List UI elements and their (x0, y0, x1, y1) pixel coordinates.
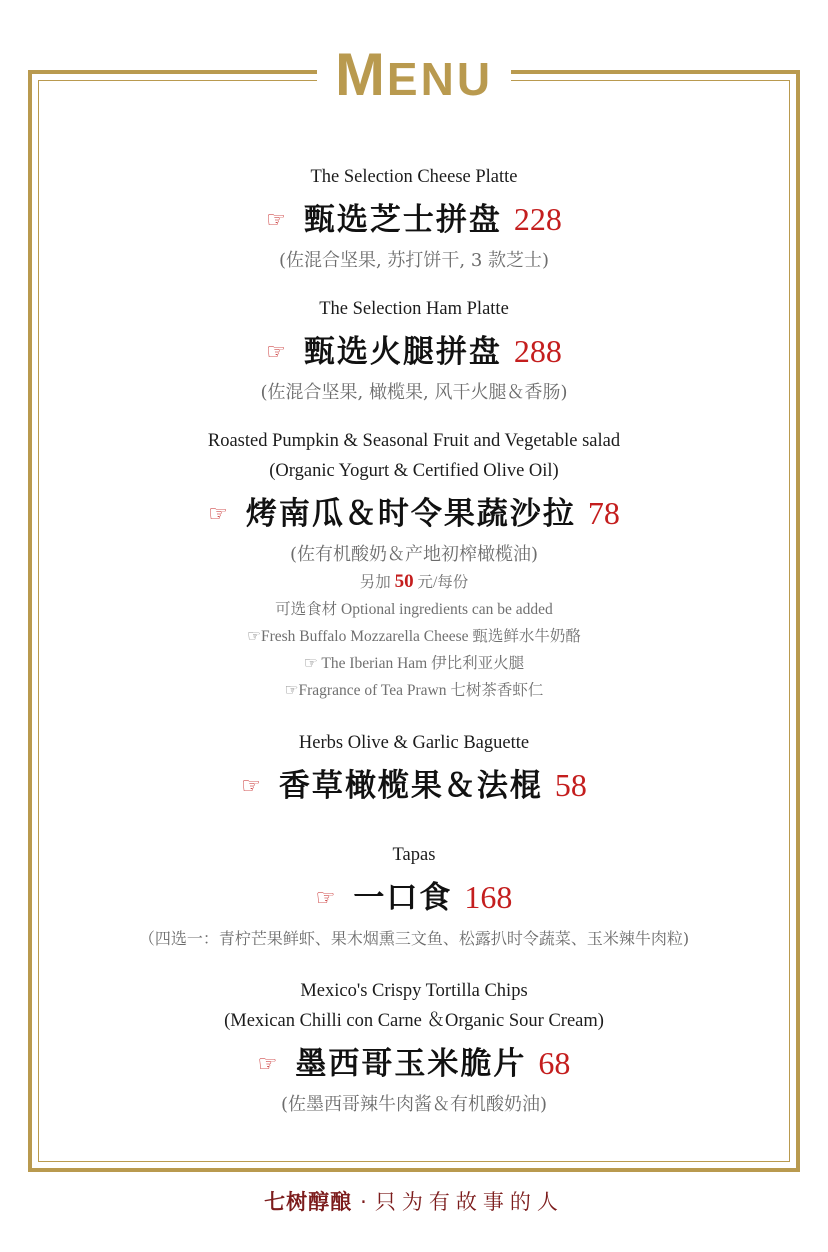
item-english-name: Tapas (392, 845, 436, 865)
item-description: (佐混合坚果, 橄榄果, 风干火腿＆香肠) (260, 382, 568, 403)
addon-price-line (44, 568, 784, 596)
item-english-name: The Selection Cheese Platte (310, 167, 518, 187)
item-english-name: Mexico's Crispy Tortilla Chips (300, 981, 528, 1001)
menu-content (44, 162, 784, 1118)
pointing-hand-icon: ☞ (257, 1052, 278, 1077)
addon-prefix: 另加 (359, 574, 391, 591)
menu-title (0, 41, 828, 122)
footer-brand: 七树醇酿 (264, 1190, 353, 1214)
optional-ingredients-title: 可选食材 Optional ingredients can be added (275, 601, 553, 618)
dish-line (44, 762, 784, 814)
item-chinese-name: 甄选芝士拼盘 (303, 202, 502, 238)
item-price: 288 (513, 333, 562, 369)
item-price: 228 (513, 201, 562, 237)
pointing-hand-icon: ☞ (266, 208, 286, 233)
item-chinese-name: 烤南瓜＆时令果蔬沙拉 (245, 496, 576, 532)
footer-dot: · (360, 1190, 367, 1214)
dish-line (44, 196, 784, 248)
item-description: (佐墨西哥辣牛肉酱＆有机酸奶油) (280, 1094, 548, 1115)
menu-item-baguette (44, 728, 784, 814)
menu-item-tortilla-chips (44, 976, 784, 1118)
item-chinese-name: 香草橄榄果＆法棍 (278, 768, 543, 804)
menu-item-tapas (44, 840, 784, 952)
addon-price: 50 (394, 571, 414, 592)
item-description: (佐混合坚果, 苏打饼干, 3 款芝士) (278, 250, 550, 271)
optional-ingredient: ☞ The Iberian Ham 伊比利亚火腿 (303, 655, 525, 672)
menu-item-cheese (44, 162, 784, 274)
item-price: 78 (587, 495, 620, 531)
pointing-hand-icon: ☞ (315, 886, 336, 911)
addon-suffix: 元/每份 (417, 574, 469, 591)
menu-item-pumpkin-salad (44, 426, 784, 704)
title-initial: M (334, 41, 387, 108)
item-chinese-name: 墨西哥玉米脆片 (295, 1046, 527, 1082)
optional-ingredient: ☞Fresh Buffalo Mozzarella Cheese 甄选鲜水牛奶酪 (247, 628, 581, 645)
item-price: 68 (538, 1045, 571, 1081)
item-chinese-name: 一口食 (353, 880, 453, 916)
pointing-hand-icon: ☞ (208, 502, 228, 527)
footer (0, 1186, 828, 1216)
item-english-name: The Selection Ham Platte (319, 299, 509, 319)
item-chinese-name: 甄选火腿拼盘 (303, 334, 502, 370)
item-price: 58 (554, 767, 587, 803)
item-price: 168 (464, 879, 513, 915)
item-description: (佐有机酸奶＆产地初榨橄榄油) (289, 544, 539, 565)
menu-item-ham (44, 294, 784, 406)
item-english-name: Roasted Pumpkin & Seasonal Fruit and Vegetable salad (207, 431, 621, 451)
optional-ingredient: ☞Fragrance of Tea Prawn 七树茶香虾仁 (284, 682, 544, 699)
item-description: （四选一：青柠芒果鲜虾、果木烟熏三文鱼、松露扒时令蔬菜、玉米辣牛肉粒) (138, 929, 690, 948)
item-english-subtitle: (Mexican Chilli con Carne ＆Organic Sour Cream) (224, 1011, 604, 1031)
pointing-hand-icon: ☞ (241, 774, 261, 799)
item-english-name: Herbs Olive & Garlic Baguette (298, 733, 530, 753)
footer-slogan: 只为有故事的人 (374, 1190, 564, 1214)
item-english-subtitle: (Organic Yogurt & Certified Olive Oil) (269, 461, 559, 481)
dish-line (44, 490, 784, 542)
dish-line (44, 874, 784, 926)
dish-line (44, 1040, 784, 1092)
title-rest: ENU (386, 53, 494, 105)
dish-line (44, 328, 784, 380)
pointing-hand-icon: ☞ (266, 340, 286, 365)
